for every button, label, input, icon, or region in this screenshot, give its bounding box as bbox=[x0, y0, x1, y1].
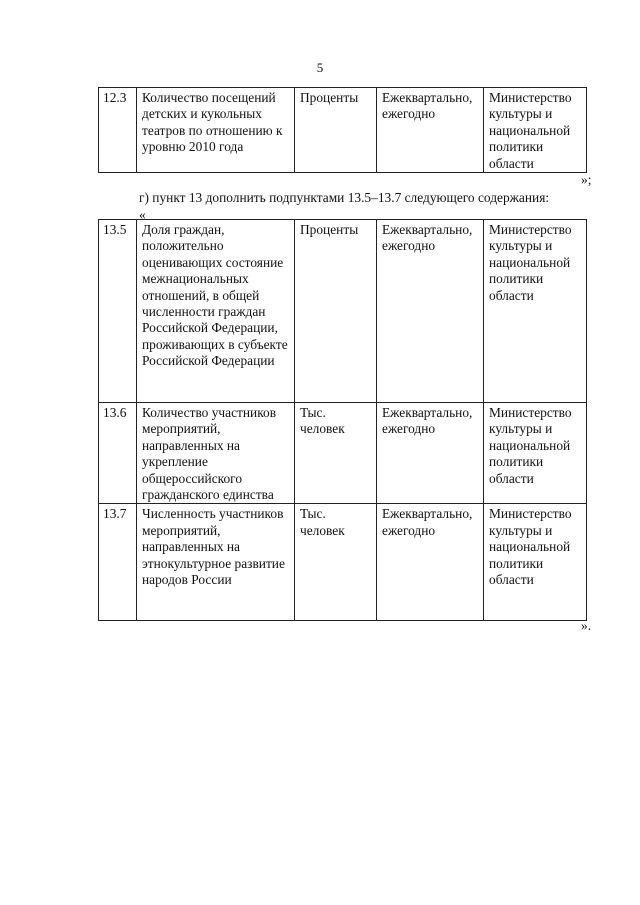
responsible-body: Министерство культуры и национальной политики области bbox=[484, 88, 587, 173]
reporting-period: Ежеквартально, ежегодно bbox=[377, 220, 484, 403]
closing-quote: »; bbox=[581, 172, 592, 187]
indicator-name: Количество участников мероприятий, направленных на укрепление общероссийского гражданского единства bbox=[137, 403, 295, 504]
unit-of-measure: Проценты bbox=[295, 220, 377, 403]
indicator-name: Численность участников мероприятий, направленных на этнокультурное развитие народов России bbox=[137, 504, 295, 621]
unit-of-measure: Тыс. человек bbox=[295, 403, 377, 504]
closing-quote: ». bbox=[581, 618, 592, 633]
amendment-intro-text: г) пункт 13 дополнить подпунктами 13.5–13.7 следующего содержания: bbox=[139, 190, 550, 205]
indicator-table-top bbox=[98, 87, 587, 173]
responsible-body: Министерство культуры и национальной политики области bbox=[484, 403, 587, 504]
page-number: 5 bbox=[316, 60, 324, 75]
reporting-period: Ежеквартально, ежегодно bbox=[377, 504, 484, 621]
unit-of-measure: Проценты bbox=[295, 88, 377, 173]
table-row bbox=[99, 403, 587, 504]
row-number: 13.7 bbox=[99, 504, 137, 621]
table-row bbox=[99, 220, 587, 403]
table-row bbox=[99, 504, 587, 621]
unit-of-measure: Тыс. человек bbox=[295, 504, 377, 621]
row-number: 12.3 bbox=[99, 88, 137, 173]
indicator-name: Количество посещений детских и кукольных театров по отношению к уровню 2010 года bbox=[137, 88, 295, 173]
indicator-table-main bbox=[98, 219, 587, 621]
row-number: 13.5 bbox=[99, 220, 137, 403]
opening-quote: « bbox=[139, 207, 146, 222]
reporting-period: Ежеквартально, ежегодно bbox=[377, 403, 484, 504]
responsible-body: Министерство культуры и национальной политики области bbox=[484, 504, 587, 621]
table-row bbox=[99, 88, 587, 173]
indicator-name: Доля граждан, положительно оценивающих состояние межнациональных отношений, в общей численности граждан Российской Федерации, проживающих в субъекте Российской Федерации bbox=[137, 220, 295, 403]
responsible-body: Министерство культуры и национальной политики области bbox=[484, 220, 587, 403]
reporting-period: Ежеквартально, ежегодно bbox=[377, 88, 484, 173]
row-number: 13.6 bbox=[99, 403, 137, 504]
